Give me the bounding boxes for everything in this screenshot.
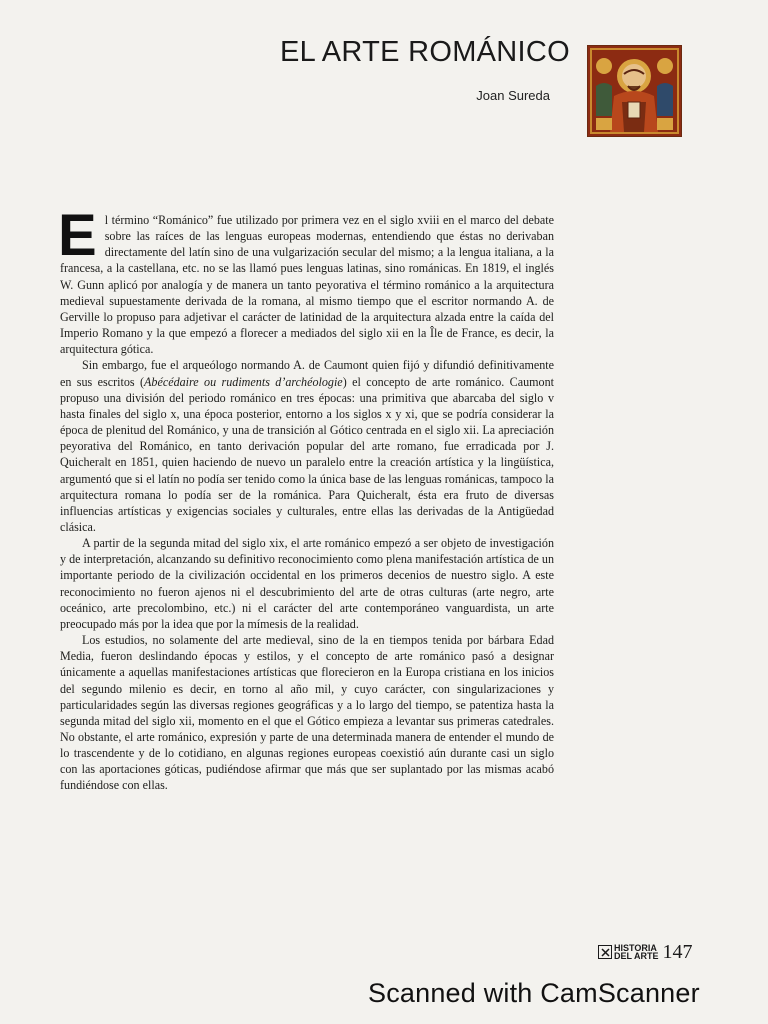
paragraph-4: Los estudios, no solamente del arte medieval, sino de la en tiempos tenida por bárbara Edad Media, fueron deslindando épocas y estilos, y el concepto de arte románico pasó a designar únicamente a aquellas manifestaciones artísticas que florecieron en la Europa cristiana en los inicios del segundo milenio es decir, en torno al año mil, y cuyo carácter, con singularizaciones y particularidades según las diversas regiones geográficas y a lo largo del tiempo, se patentiza hasta la segunda mitad del siglo xii, momento en el que el Gótico empieza a levantar sus primeras catedrales. No obstante, el arte románico, expresión y parte de una determinada manera de entender el mundo de lo trascendente y de lo cotidiano, en algunas regiones europeas coexistió aún durante casi un siglo con las aportaciones góticas, pudiéndose afirmar que más que ser suplantado por las mismas acabó fundiéndose con ellas. <box>60 633 554 793</box>
paragraph-2-text-b: ) el concepto de arte románico. Caumont propuso una división del periodo románico en tres épocas: una primitiva que abarcaba del siglo v hasta finales del siglo x, una época posterior, entorno a los siglos x y xi, que se podría considerar la época de plenitud del Románico, y una de transición al Gótico centrada en el siglo xii. La apreciación peyorativa del Románico, en tanto derivación popular del arte romano, fue erradicada por J. Quicheralt en 1851, quien haciendo de nuevo un paralelo entre la creación artística y la lingüística, argumentó que si el latín no podía ser tenido como la única base de las lenguas románicas, tampoco la arquitectura romana lo podía ser de la románica. Para Quicheralt, ésta era fruto de diversas influencias artísticas y exigencias sociales y culturales, entre ellas las derivadas de la Antigüedad clásica. <box>60 374 555 534</box>
book-title-italic: Abécédaire ou rudiments d’archéologie <box>144 374 343 389</box>
article-body <box>58 203 555 794</box>
page-title: EL ARTE ROMÁNICO <box>279 36 570 68</box>
page-footer <box>598 940 693 964</box>
series-logo-text <box>614 944 659 960</box>
paragraph-2-text-a: Sin embargo, fue el arqueólogo normando A. de Caumont quien fijó y difundió definitivamente en sus escritos ( <box>60 358 554 389</box>
camscanner-watermark: Scanned with CamScanner <box>368 978 700 1008</box>
paragraph-2 <box>60 357 554 535</box>
historia-logo-icon <box>598 945 612 959</box>
paragraph-1 <box>58 203 554 357</box>
author-name: Joan Sureda <box>476 88 550 103</box>
drop-cap: E <box>58 203 97 268</box>
paragraph-3: A partir de la segunda mitad del siglo xix, el arte románico empezó a ser objeto de investigación y de interpretación, alcanzando su definitivo reconocimiento como plena manifestación artística de un importante periodo de la civilización occidental en los primeros decenios de nuestro siglo. A este reconocimiento no fueron ajenos ni el descubrimiento del arte de otras culturas (arte negro, arte oceánico, arte precolombino, etc.) ni el carácter del arte contemporáneo vanguardista, un arte preocupado más por la idea que por la mímesis de la realidad. <box>60 536 554 631</box>
logo-line-1: HISTORIA <box>614 943 657 953</box>
page-number: 147 <box>662 940 693 963</box>
paragraph-1-text: l término “Románico” fue utilizado por primera vez en el siglo xviii en el marco del debate sobre las raíces de las lenguas europeas modernas, entendiendo que éstas no derivaban directamente del latín sino de una vulgarización secular del mismo; a la lengua italiana, a la francesa, a la castellana, etc. no se las llamó pues lenguas latinas, sino románicas. En 1819, el inglés W. Gunn aplicó por analogía y de manera un tanto peyorativa el término románico a la arquitectura medieval supuestamente derivada de la romana, al mismo tiempo que el escritor normando A. de Gerville lo propuso para adjetivar el carácter de latinidad de la arquitectura alzada entre la caída del Imperio Romano y la que empezó a florecer a mediados del siglo xii en la Île de France, es decir, la arquitectura gótica. <box>60 213 554 357</box>
romanesque-illustration <box>587 45 682 137</box>
logo-line-2: DEL ARTE <box>614 951 659 961</box>
